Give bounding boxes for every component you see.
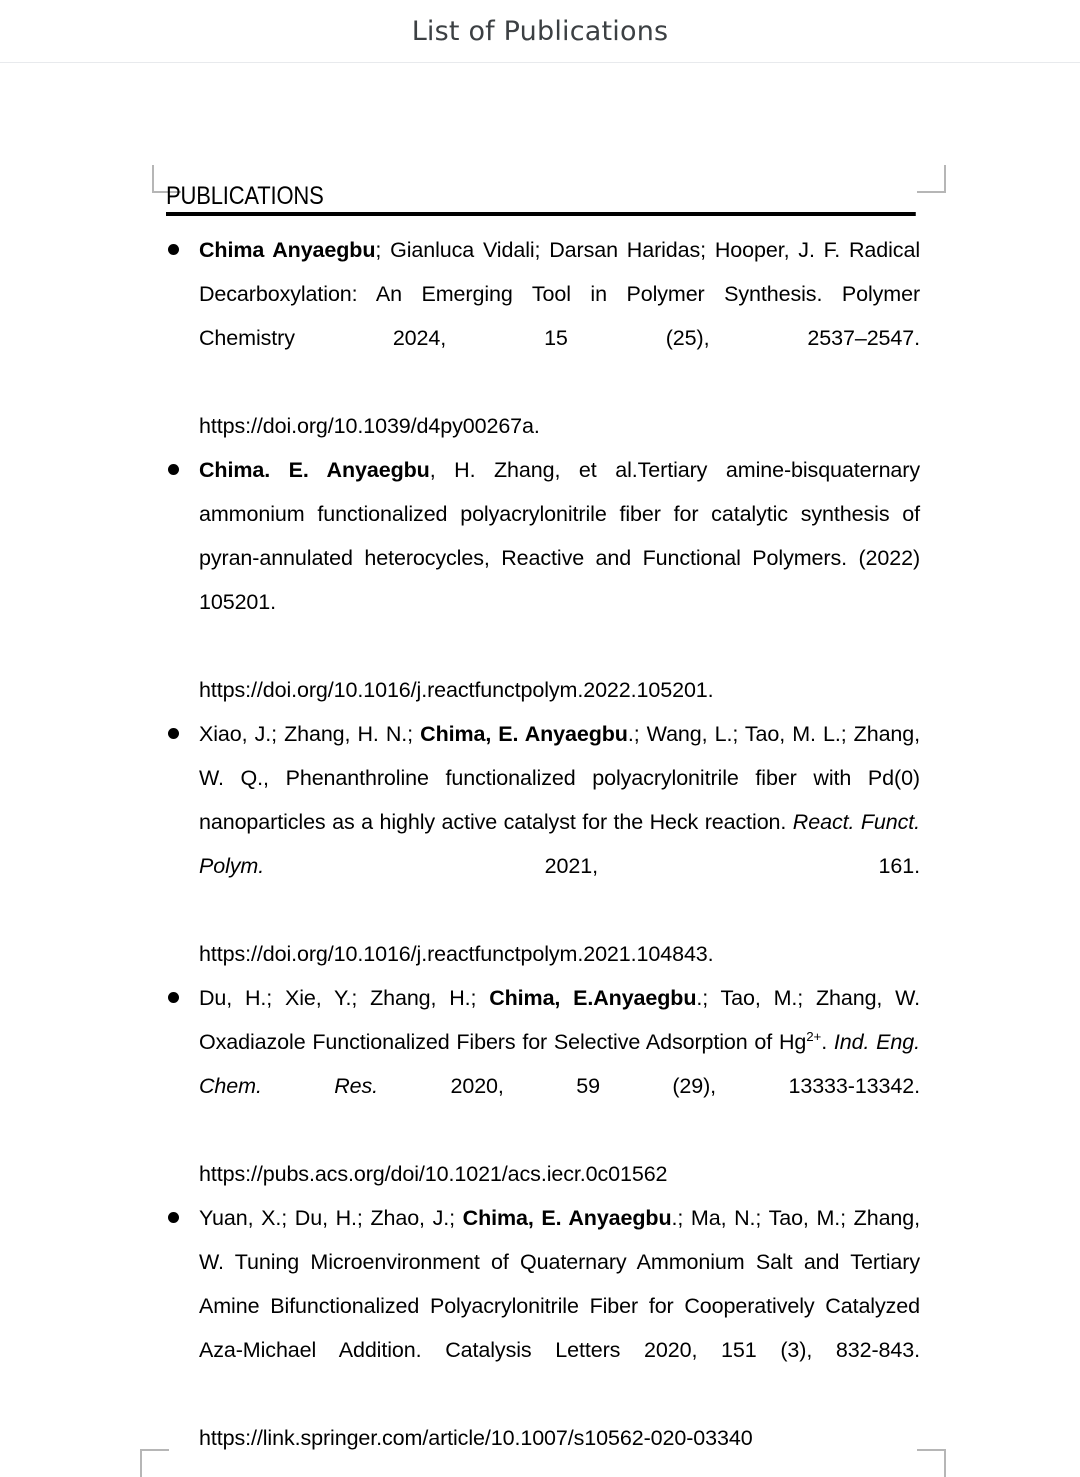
citation-tail: 2020, 59 (29), 13333-13342. (378, 1074, 920, 1098)
publication-list (166, 228, 920, 1460)
page-title: List of Publications (411, 15, 669, 47)
publication-entry (166, 976, 920, 1196)
author-self-highlight: Chima, E. Anyaegbu (420, 722, 628, 746)
section-heading-publications: PUBLICATIONS (166, 181, 916, 216)
citation-body: .; Tao, M.; Zhang, W. Oxadiazole Functionalized Fibers for Selective Adsorption of Hg (199, 986, 920, 1054)
citation-separator: . (821, 1030, 834, 1054)
citation-text (199, 976, 920, 1152)
charge-superscript: 2+ (806, 1028, 822, 1044)
citation-tail: 2021, 161. (264, 854, 920, 878)
citation-authors-prefix: Du, H.; Xie, Y.; Zhang, H.; (199, 986, 490, 1010)
citation-body: , H. Zhang, et al.Tertiary amine-bisquaternary ammonium functionalized polyacrylonitrile fiber for catalytic synthesis of pyran-annulated heterocycles, Reactive and Functional Polymers. (2022) 105201. (199, 458, 920, 614)
citation-authors-prefix: Yuan, X.; Du, H.; Zhao, J.; (199, 1206, 463, 1230)
publication-url[interactable]: https://pubs.acs.org/doi/10.1021/acs.iecr.0c01562 (199, 1162, 668, 1186)
publication-url[interactable]: https://doi.org/10.1016/j.reactfunctpolym.2021.104843. (199, 942, 714, 966)
app-header (0, 0, 1080, 63)
publication-entry (166, 448, 920, 712)
publication-url[interactable]: https://doi.org/10.1016/j.reactfunctpolym.2022.105201. (199, 678, 714, 702)
journal-name: React. Funct. Polym. (199, 810, 920, 878)
citation-text (199, 448, 920, 668)
publication-entry (166, 1196, 920, 1460)
crop-mark-bottom-right-icon (917, 1449, 946, 1477)
crop-mark-bottom-left-icon (140, 1449, 169, 1477)
author-self-highlight: Chima, E.Anyaegbu (489, 986, 697, 1010)
citation-body: ; Gianluca Vidali; Darsan Haridas; Hooper, J. F. Radical Decarboxylation: An Emerging Tool in Polymer Synthesis. Polymer Chemistry 2024, 15 (25), 2537–2547. (199, 238, 920, 350)
citation-authors-prefix: Xiao, J.; Zhang, H. N.; (199, 722, 421, 746)
publication-url[interactable]: https://doi.org/10.1039/d4py00267a. (199, 414, 540, 438)
citation-body: .; Ma, N.; Tao, M.; Zhang, W. Tuning Microenvironment of Quaternary Ammonium Salt and Tertiary Amine Bifunctionalized Polyacrylonitrile Fiber for Cooperatively Catalyzed Aza-Michael Addition. Catalysis Letters 2020, 151 (3), 832-843. (199, 1206, 921, 1362)
publication-entry (166, 228, 920, 448)
author-self-highlight: Chima. E. Anyaegbu (199, 458, 430, 482)
document-page (0, 63, 1080, 1476)
citation-text (199, 712, 920, 932)
citation-body: .; Wang, L.; Tao, M. L.; Zhang, W. Q., Phenanthroline functionalized polyacrylonitrile fiber with Pd(0) nanoparticles as a highly active catalyst for the Heck reaction. (199, 722, 921, 834)
publication-entry (166, 712, 920, 976)
document-content (166, 181, 920, 1460)
crop-mark-top-right-icon (917, 165, 946, 193)
author-self-highlight: Chima Anyaegbu (199, 238, 376, 262)
citation-text (199, 228, 920, 404)
publication-url[interactable]: https://link.springer.com/article/10.1007/s10562-020-03340 (199, 1426, 753, 1450)
citation-text (199, 1196, 920, 1416)
journal-name: Ind. Eng. Chem. Res. (199, 1030, 920, 1098)
author-self-highlight: Chima, E. Anyaegbu (462, 1206, 672, 1230)
